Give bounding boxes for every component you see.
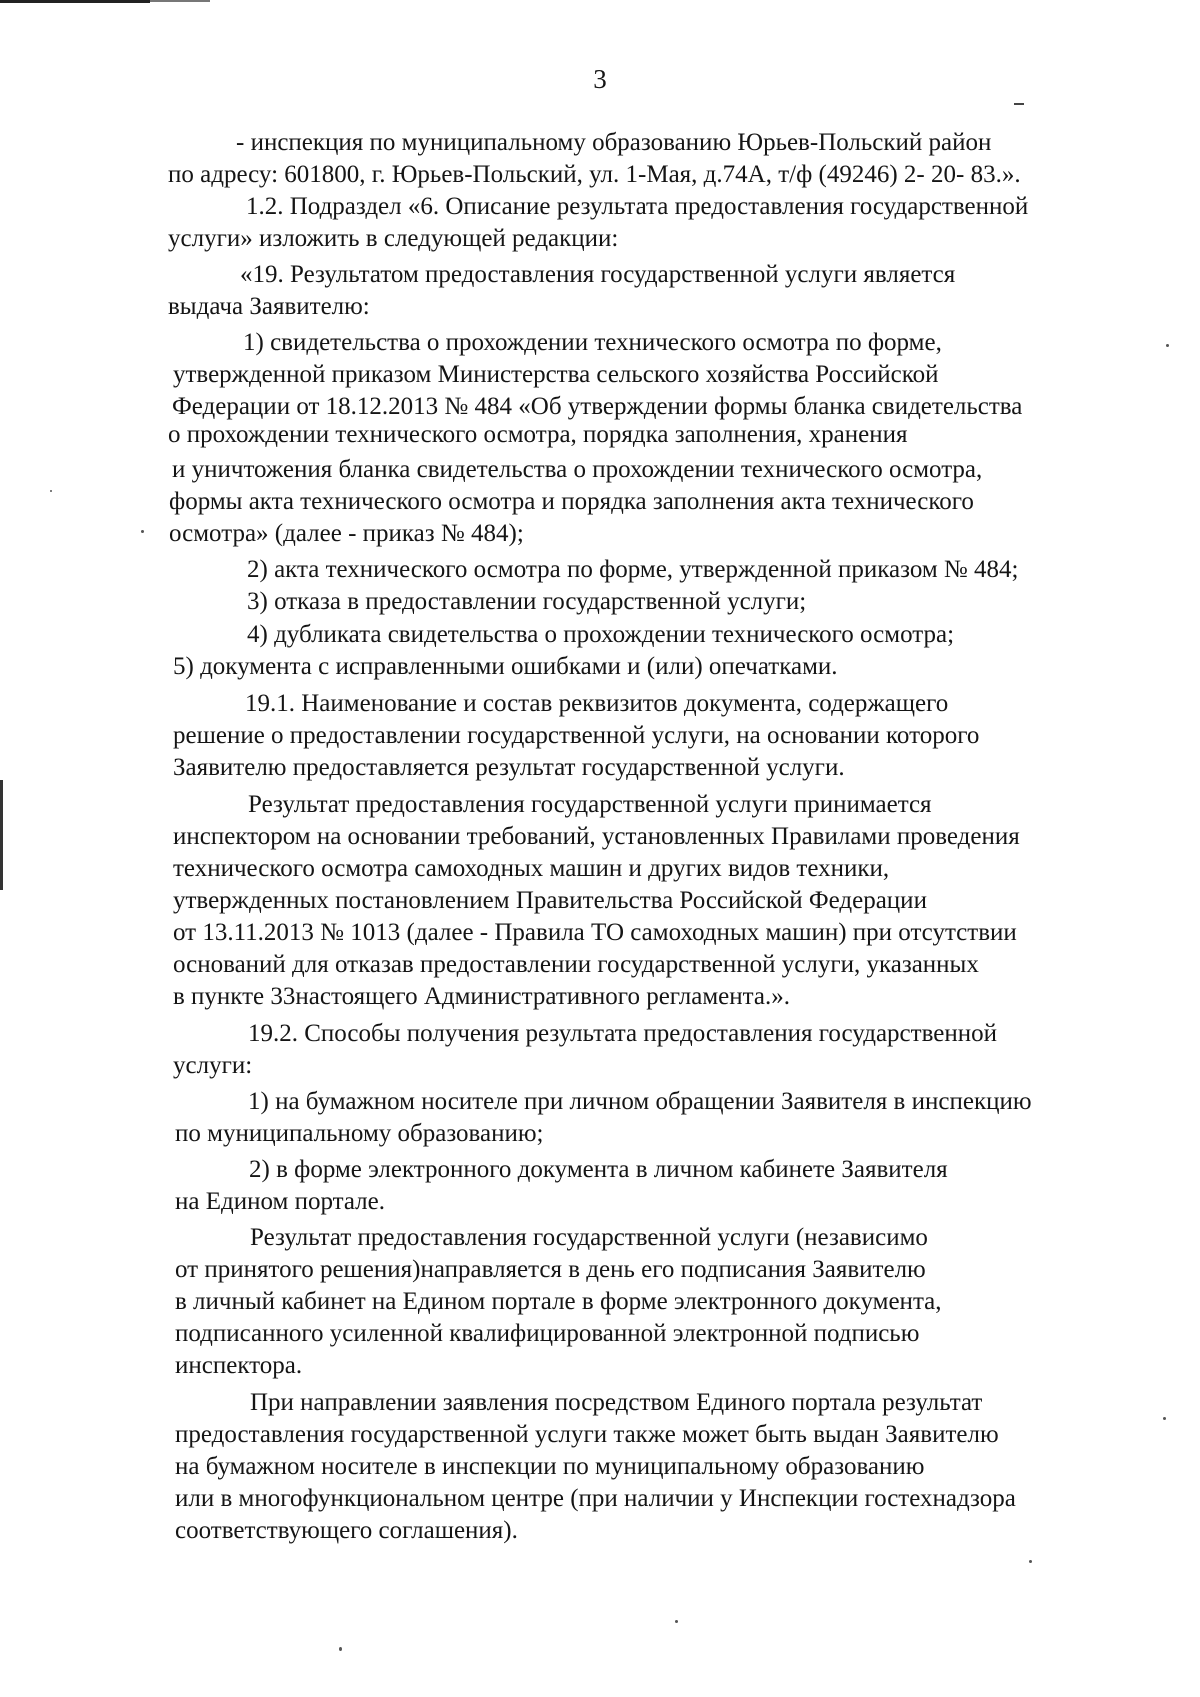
text-line: 19.2. Способы получения результата предоставления государственной [248,1020,997,1047]
text-line: «19. Результатом предоставления государственной услуги является [240,261,956,288]
scan-speck [141,530,144,533]
text-line: соответствующего соглашения). [175,1517,518,1544]
text-line: о прохождении технического осмотра, порядка заполнения, хранения [168,421,908,448]
text-line: на бумажном носителе в инспекции по муниципальному образованию [175,1453,925,1480]
text-line: или в многофункциональном центре (при наличии у Инспекции гостехнадзора [175,1485,1016,1512]
text-line: от 13.11.2013 № 1013 (далее - Правила ТО самоходных машин) при отсутствии [173,919,1017,946]
text-line: 2) в форме электронного документа в личном кабинете Заявителя [249,1156,948,1183]
text-line: выдача Заявителю: [168,293,370,320]
text-line: от принятого решения)направляется в день его подписания Заявителю [175,1256,926,1283]
text-line: 4) дубликата свидетельства о прохождении технического осмотра; [247,621,955,648]
text-line: 19.1. Наименование и состав реквизитов документа, содержащего [245,690,949,717]
scan-speck [1166,344,1169,347]
text-line: на Едином портале. [175,1188,385,1215]
scan-speck [1014,103,1024,105]
text-line: 1.2. Подраздел «6. Описание результата предоставления государственной [246,193,1029,220]
text-line: утвержденных постановлением Правительства Российской Федерации [173,887,927,914]
text-line: предоставления государственной услуги также может быть выдан Заявителю [175,1421,999,1448]
text-line: Результат предоставления государственной услуги принимается [248,791,932,818]
text-line: 1) свидетельства о прохождении технического осмотра по форме, [243,329,942,356]
text-line: услуги: [173,1052,253,1079]
text-line: формы акта технического осмотра и порядка заполнения акта технического [169,488,974,515]
scan-edge-mark [0,780,3,890]
text-line: по муниципальному образованию; [175,1120,544,1147]
text-line: При направлении заявления посредством Единого портала результат [250,1389,983,1416]
text-line: - инспекция по муниципальному образованию Юрьев-Польский район [236,129,992,156]
text-line: услуги» изложить в следующей редакции: [168,225,619,252]
scan-speck [50,490,52,492]
text-line: утвержденной приказом Министерства сельского хозяйства Российской [173,361,939,388]
text-line: 2) акта технического осмотра по форме, утвержденной приказом № 484; [247,556,1019,583]
text-line: и уничтожения бланка свидетельства о прохождении технического осмотра, [172,456,983,483]
text-line: 1) на бумажном носителе при личном обращении Заявителя в инспекцию [248,1088,1032,1115]
text-line: Заявителю предоставляется результат государственной услуги. [173,754,845,781]
scan-edge-mark [150,0,210,2]
text-line: 5) документа с исправленными ошибками и (или) опечатками. [173,653,838,680]
text-line: по адресу: 601800, г. Юрьев-Польский, ул. 1-Мая, д.74А, т/ф (49246) 2- 20- 83.». [168,161,1021,188]
text-line: в личный кабинет на Едином портале в форме электронного документа, [175,1288,942,1315]
text-line: инспектором на основании требований, установленных Правилами проведения [173,823,1020,850]
text-line: инспектора. [175,1352,303,1379]
text-line: подписанного усиленной квалифицированной электронной подписью [175,1320,920,1347]
text-line: в пункте 33настоящего Административного регламента.». [173,983,790,1010]
page-number: 3 [593,64,607,94]
scan-speck [675,1620,678,1623]
text-line: технического осмотра самоходных машин и других видов техники, [173,855,890,882]
text-line: решение о предоставлении государственной услуги, на основании которого [173,722,980,749]
text-line: оснований для отказав предоставлении государственной услуги, указанных [173,951,979,978]
scan-speck [339,1647,342,1651]
text-line: осмотра» (далее - приказ № 484); [169,520,524,547]
scan-edge-mark [0,0,150,3]
scan-speck [1163,1417,1166,1420]
text-line: Результат предоставления государственной услуги (независимо [250,1224,928,1251]
scan-speck [1029,1560,1032,1563]
text-line: Федерации от 18.12.2013 № 484 «Об утверждении формы бланка свидетельства [172,393,1023,420]
text-line: 3) отказа в предоставлении государственной услуги; [247,588,807,615]
